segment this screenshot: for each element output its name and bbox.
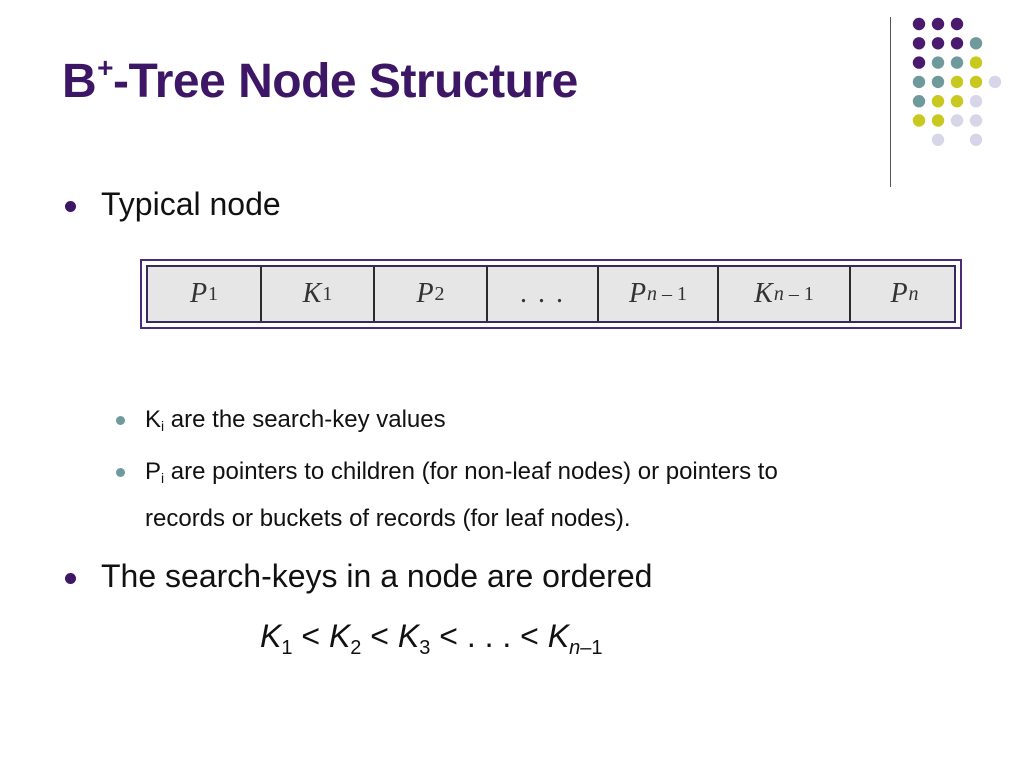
node-cell-subscript-n: n [773,283,784,305]
node-cell-subscript-value: 1 [208,283,219,305]
sub-bullet-keys [145,408,446,432]
formula-lt2: < [361,618,398,654]
node-cell-symbol: P [189,278,208,309]
decorative-dot [932,134,944,146]
formula-kn: K [547,618,570,654]
node-cell-symbol: P [628,278,647,309]
node-cell-subscript-n: n [908,283,919,305]
ordering-formula [260,618,603,659]
pointers-description-line2: records or buckets of records (for leaf nodes). [145,505,631,532]
sub-bullet-dot-pointers [116,468,125,477]
node-cell-subscript-n: n [647,283,658,305]
formula-kn-index-rest: –1 [580,637,603,659]
node-cell [488,267,599,321]
formula-kn-index [569,637,602,659]
formula-lt1: < [292,618,329,654]
decorative-dot [913,114,925,126]
title-main: B [62,55,97,108]
decorative-dot [913,18,925,30]
decorative-dot [951,18,963,30]
decorative-dot [932,18,944,30]
bullet-dot-ordered [65,573,76,584]
formula-k3-index: 3 [419,637,431,659]
title-rest: -Tree Node Structure [113,55,578,108]
node-cell-subscript-value: 1 [322,283,333,305]
node-structure-figure [140,259,962,329]
node-cell-symbol: . . . [520,278,565,309]
decorative-dot [970,76,982,88]
formula-k3: K [397,618,420,654]
sub-bullet-dot-keys [116,416,125,425]
decorative-dot [913,56,925,68]
decorative-dot [932,76,944,88]
slide-title [62,52,578,108]
decorative-dot [951,95,963,107]
decorative-dot [970,37,982,49]
sub-bullet-pointers [145,460,778,484]
keys-index: i [161,418,165,434]
decorative-dot [932,95,944,107]
node-cell [599,267,719,321]
pointers-description-line1: are pointers to children (for non-leaf nodes) or pointers to [164,458,778,485]
title-superscript: + [97,52,114,83]
node-cell-subscript-value: 2 [434,283,445,305]
decorative-dot [932,56,944,68]
formula-lt3: < . . . < [430,618,548,654]
bullet-keys-ordered: The search-keys in a node are ordered [101,558,653,594]
node-cell-symbol: K [302,278,322,309]
node-cell-subscript-value: – 1 [783,283,814,305]
decorative-dot [913,37,925,49]
header-divider [890,17,891,187]
formula-k1: K [260,618,282,654]
node-cells-row [146,265,956,323]
decorative-dot [932,37,944,49]
formula-k2-index: 2 [350,637,362,659]
node-cell [375,267,488,321]
node-cell [148,267,262,321]
node-cell [719,267,851,321]
decorative-dot [913,76,925,88]
decorative-dot [932,114,944,126]
decorative-dot [951,37,963,49]
node-cell-symbol: P [890,278,908,309]
decorative-dot [913,95,925,107]
node-cell-symbol: K [754,278,773,309]
decorative-dot [951,56,963,68]
formula-k2: K [328,618,351,654]
decorative-dot [970,95,982,107]
keys-letter: K [145,406,162,433]
decorative-dot [951,114,963,126]
decorative-dot [970,114,982,126]
formula-kn-index-n: n [569,637,581,659]
node-cell-subscript-value: – 1 [657,283,688,305]
decorative-dot [989,76,1001,88]
formula-k1-index: 1 [281,637,293,659]
decorative-dot [970,134,982,146]
decorative-dot [951,76,963,88]
pointers-index: i [161,470,165,486]
node-cell [262,267,375,321]
node-cell-symbol: P [416,278,434,309]
bullet-typical-node: Typical node [101,186,281,222]
bullet-dot-typical-node [65,201,76,212]
node-cell [851,267,958,321]
pointers-letter: P [145,458,162,485]
keys-description: are the search-key values [164,406,446,433]
decorative-dot [970,56,982,68]
decorative-dot-grid [900,10,1010,170]
